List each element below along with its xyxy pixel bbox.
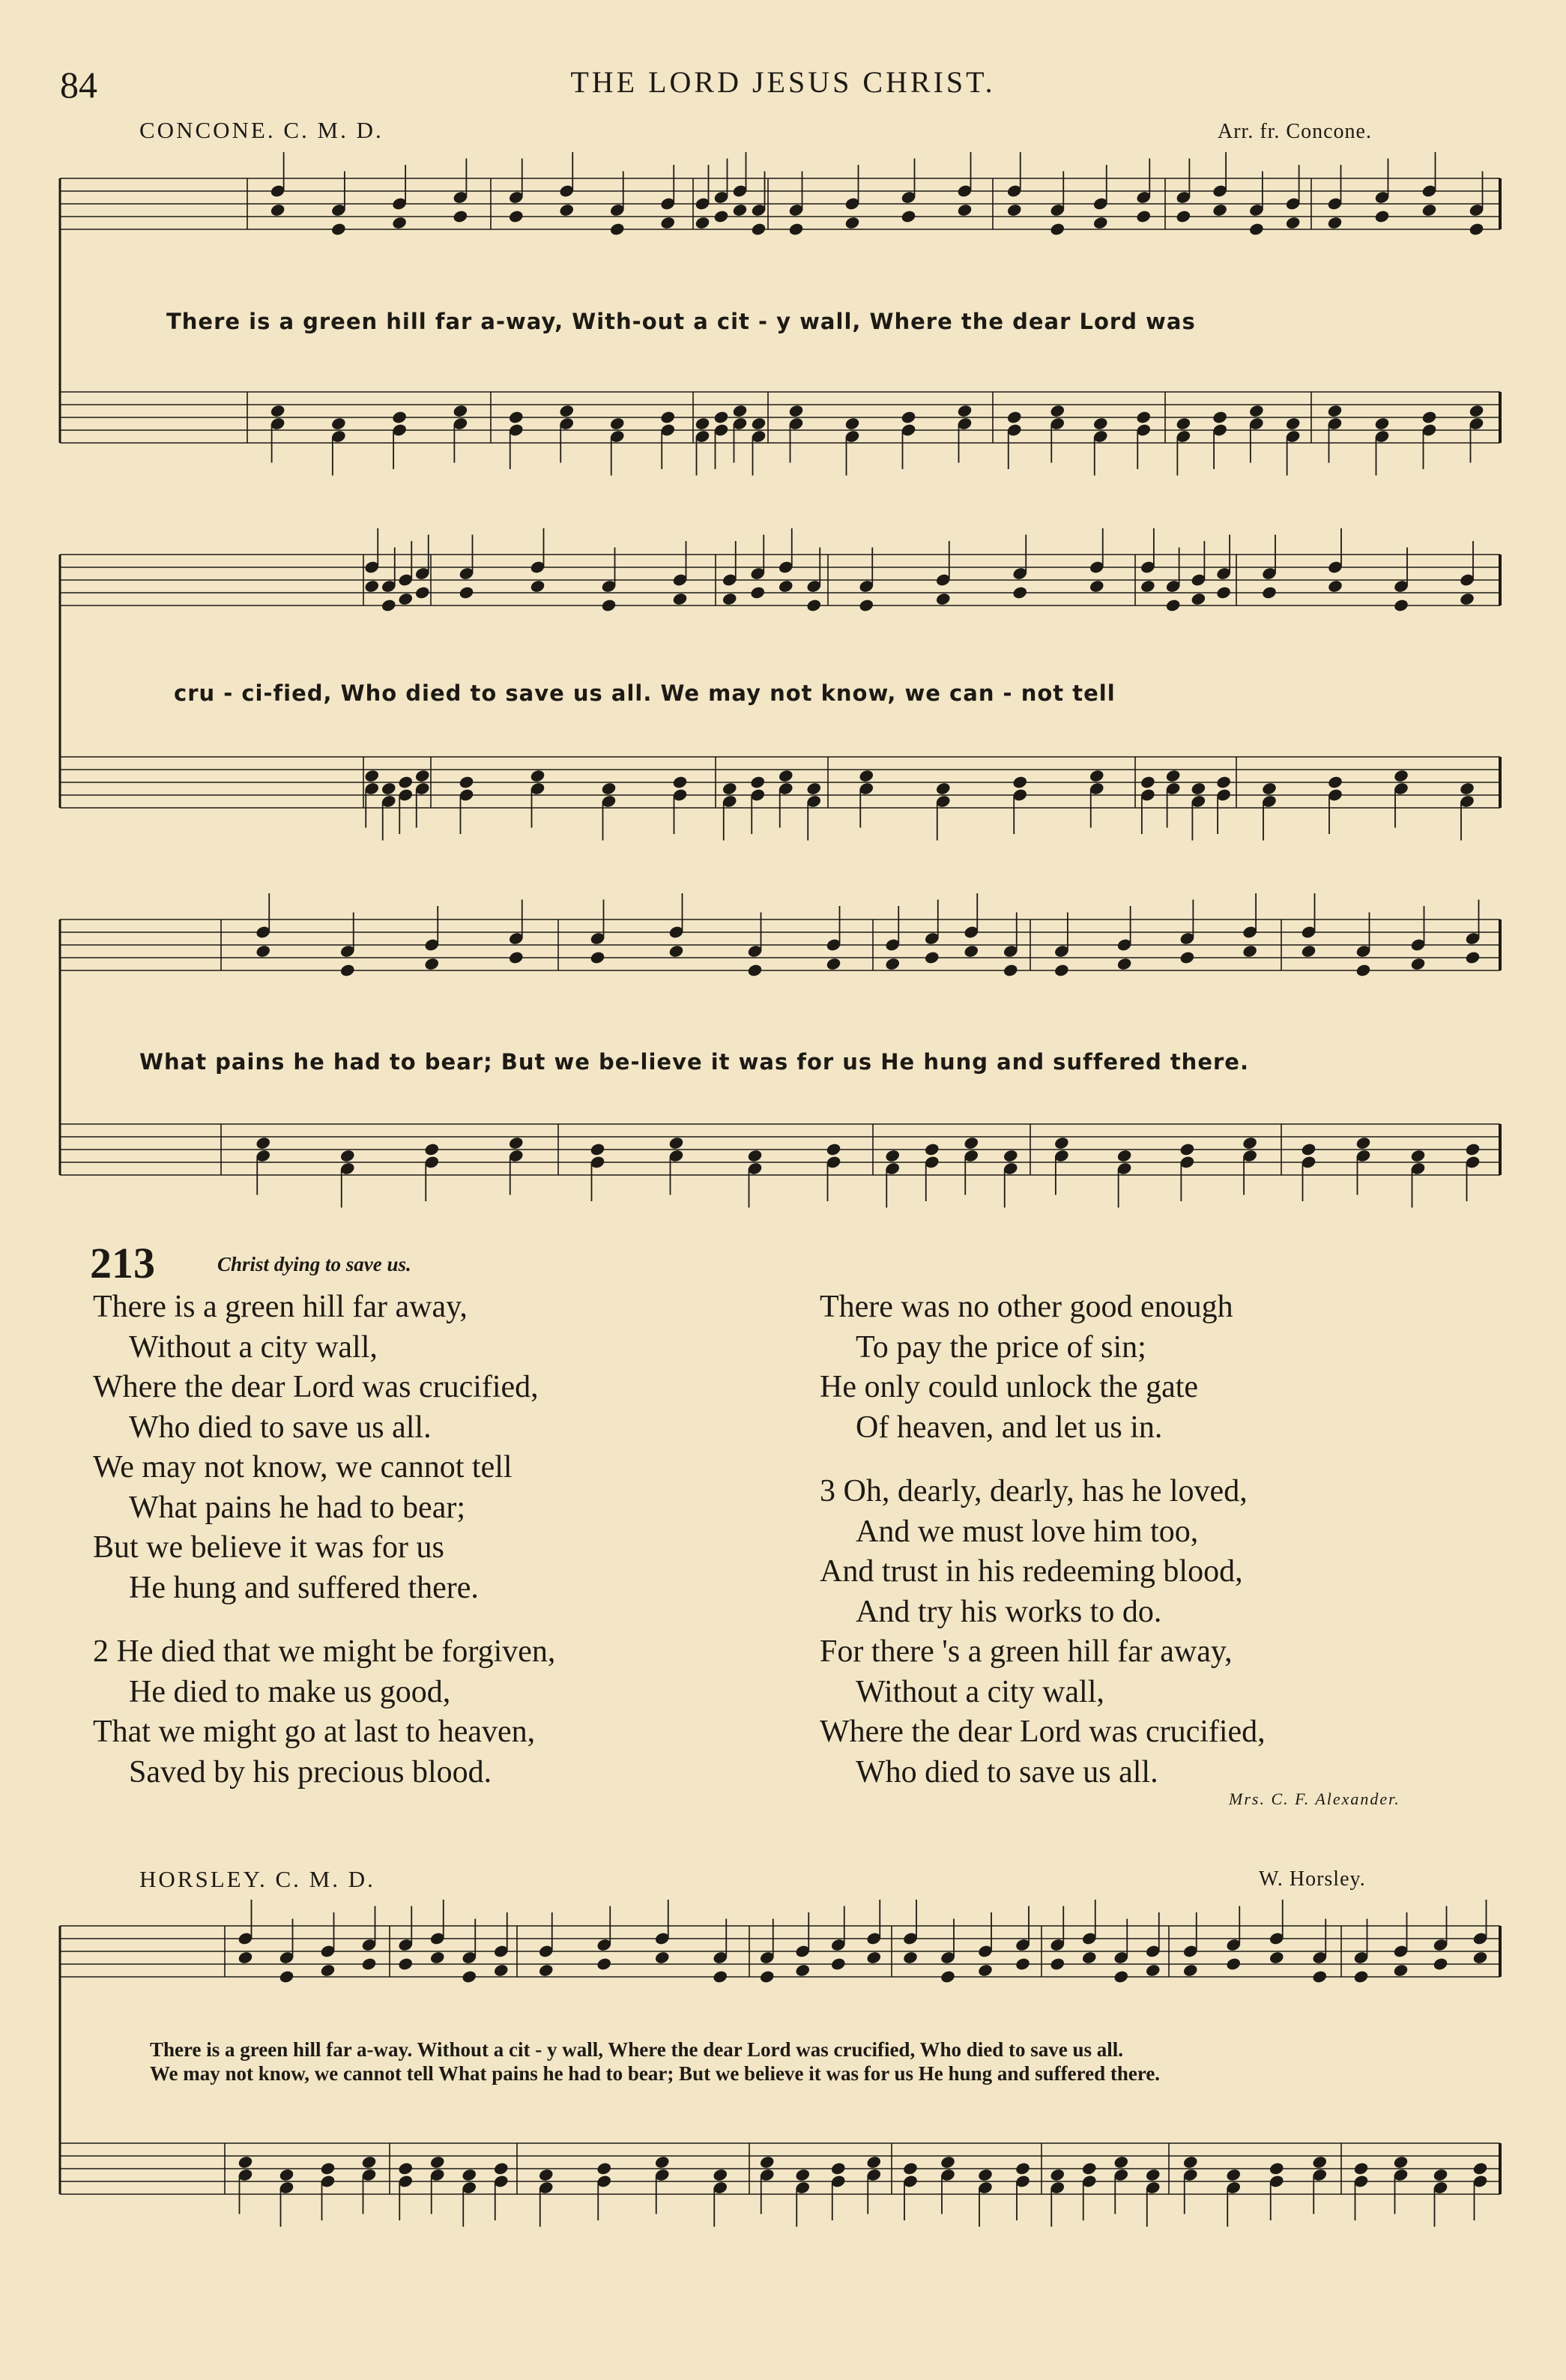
hymn-left-column <box>93 1287 555 1792</box>
verse-line: And try his works to do. <box>856 1594 1162 1629</box>
verse-line: Who died to save us all. <box>129 1410 432 1445</box>
verse-line: He hung and suffered there. <box>129 1570 479 1605</box>
hymn-subtitle: Christ dying to save us. <box>217 1253 411 1275</box>
verse-line: There was no other good enough <box>820 1290 1233 1324</box>
verse-line: There is a green hill far away, <box>93 1290 468 1324</box>
verse-line: That we might go at last to heaven, <box>93 1715 536 1749</box>
verse-line: Without a city wall, <box>129 1329 378 1365</box>
verse-line: He only could unlock the gate <box>820 1370 1199 1404</box>
verse-line: But we believe it was for us <box>93 1530 444 1565</box>
verse-line: Who died to save us all. <box>856 1754 1158 1789</box>
page-number: 84 <box>60 64 97 106</box>
verse-line: Where the dear Lord was crucified, <box>820 1715 1266 1749</box>
tune2-composer: W. Horsley. <box>1259 1867 1366 1891</box>
verse-line: Without a city wall, <box>856 1674 1104 1709</box>
hymn-number: 213 <box>90 1239 155 1287</box>
verse-line: To pay the price of sin; <box>856 1329 1146 1365</box>
verse-line: For there 's a green hill far away, <box>820 1634 1233 1669</box>
verse-line: 3 Oh, dearly, dearly, has he loved, <box>820 1474 1248 1508</box>
tune1-lyric-line-1: There is a green hill far a-way, With-out a cit - y wall, Where the dear Lord was <box>166 309 1196 334</box>
tune2-lyric-line-2: We may not know, we cannot tell What pains he had to bear; But we believe it was for us He hung and suffered there. <box>150 2062 1161 2085</box>
hymn-right-column <box>820 1287 1266 1792</box>
tune2-lyric-line-1: There is a green hill far a-way. Without a cit - y wall, Where the dear Lord was crucified, Who died to save us all. <box>150 2038 1124 2061</box>
tune1-composer: Arr. fr. Concone. <box>1218 120 1372 143</box>
verse-line: 2 He died that we might be forgiven, <box>93 1634 556 1669</box>
verse-line: And we must love him too, <box>856 1514 1199 1549</box>
tune1-lyric-line-2: cru - ci-fied, Who died to save us all. We may not know, we can - not tell <box>174 680 1116 706</box>
tune1-name: CONCONE. C. M. D. <box>139 117 384 143</box>
verse-line: Where the dear Lord was crucified, <box>93 1370 539 1404</box>
tune1-lyric-line-3: What pains he had to bear; But we be-lieve it was for us He hung and suffered there. <box>139 1049 1249 1075</box>
verse-line: Saved by his precious blood. <box>129 1754 492 1789</box>
tune2-name: HORSLEY. C. M. D. <box>139 1866 375 1892</box>
verse-line: And trust in his redeeming blood, <box>820 1554 1243 1589</box>
hymn-author: Mrs. C. F. Alexander. <box>1229 1789 1400 1808</box>
running-title: THE LORD JESUS CHRIST. <box>570 65 996 99</box>
verse-line: We may not know, we cannot tell <box>93 1450 513 1485</box>
verse-line: He died to make us good, <box>129 1674 451 1709</box>
verse-line: What pains he had to bear; <box>129 1490 465 1525</box>
verse-line: Of heaven, and let us in. <box>856 1410 1163 1445</box>
